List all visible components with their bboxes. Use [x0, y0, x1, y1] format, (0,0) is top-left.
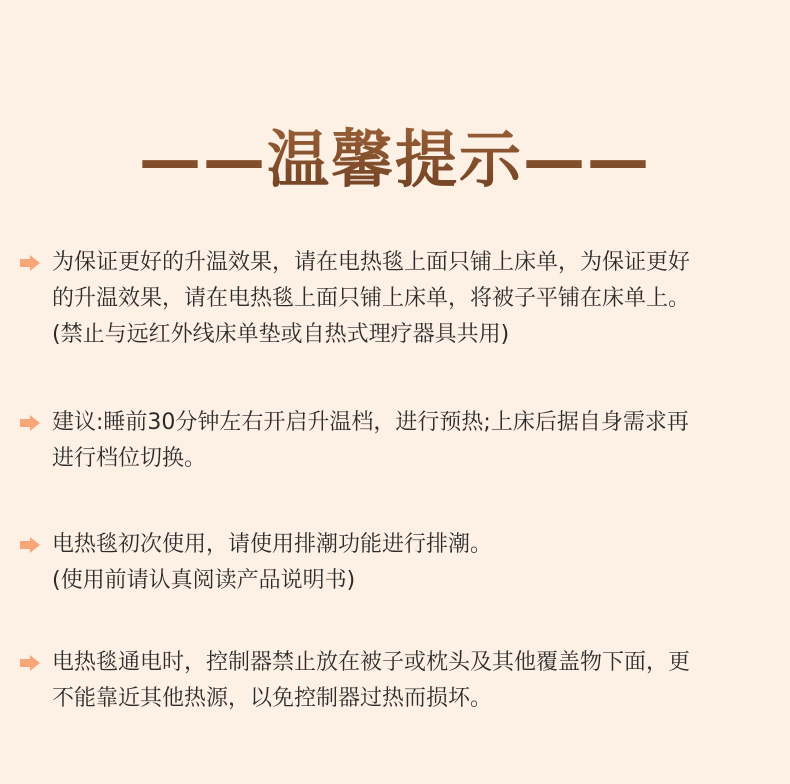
arrow-right-icon: [20, 415, 40, 431]
tip-line: 的升温效果，请在电热毯上面只铺上床单，将被子平铺在床单上。: [52, 286, 691, 311]
page-title: ——温馨提示——: [0, 120, 790, 200]
arrow-right-icon: [20, 255, 40, 271]
tip-line: (使用前请认真阅读产品说明书): [52, 568, 356, 593]
tip-line: (禁止与远红外线床单垫或自热式理疗器具共用): [52, 322, 510, 347]
tip-line: 不能靠近其他热源，以免控制器过热而损坏。: [52, 686, 493, 711]
arrow-right-icon: [20, 655, 40, 671]
tip-line: 电热毯通电时，控制器禁止放在被子或枕头及其他覆盖物下面，更: [52, 650, 691, 675]
arrow-right-icon: [20, 537, 40, 553]
tip-line: 建议:睡前30分钟左右开启升温档，进行预热;上床后据自身需求再: [52, 410, 689, 435]
tip-line: 进行档位切换。: [52, 446, 207, 471]
tip-line: 电热毯初次使用，请使用排潮功能进行排潮。: [52, 532, 493, 557]
tip-line: 为保证更好的升温效果，请在电热毯上面只铺上床单，为保证更好: [52, 250, 691, 275]
